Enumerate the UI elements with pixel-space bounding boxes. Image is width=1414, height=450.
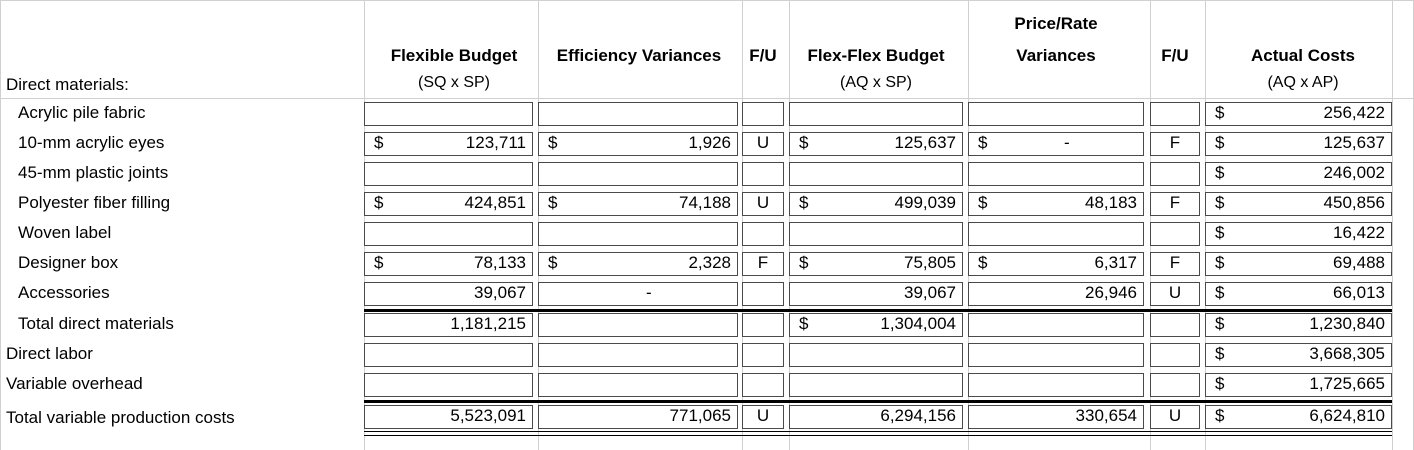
cell-ev [538, 222, 738, 246]
cell-ffb [789, 373, 963, 397]
cell-fb [364, 222, 533, 246]
dollar-sign: $ [978, 253, 988, 272]
cell-fu2 [1150, 162, 1200, 186]
dollar-sign: $ [1215, 283, 1225, 302]
cell-pv [968, 132, 1144, 156]
dollar-sign: $ [1215, 133, 1225, 152]
dollar-sign: $ [548, 193, 558, 212]
dollar-sign: $ [374, 253, 384, 272]
header-price-rate: Price/Rate [1014, 14, 1098, 33]
value-fb: 424,851 [464, 193, 526, 212]
value-ffb: 6,294,156 [880, 406, 956, 425]
row-label: Woven label [18, 223, 112, 242]
cell-ffb [789, 162, 963, 186]
header-efficiency-variances: Efficiency Variances [556, 46, 722, 65]
favorable-unfavorable-flag: U [1168, 406, 1182, 425]
cell-fu1 [742, 343, 784, 367]
cell-fu2 [1150, 222, 1200, 246]
row-label: Total direct materials [18, 314, 174, 333]
cell-ev [538, 373, 738, 397]
header-flexible-budget-formula: (SQ x SP) [417, 74, 490, 91]
value-ev: 2,328 [688, 253, 731, 272]
cell-fu1 [742, 282, 784, 306]
value-ac: 450,856 [1323, 193, 1385, 212]
favorable-unfavorable-flag: U [1168, 283, 1182, 302]
value-ac: 16,422 [1333, 223, 1385, 242]
header-variances: Variances [1016, 46, 1096, 65]
cell-ev [538, 162, 738, 186]
row-label: 10-mm acrylic eyes [18, 133, 165, 152]
value-ffb: 499,039 [894, 193, 956, 212]
dollar-sign: $ [799, 314, 809, 333]
cell-fu1 [742, 102, 784, 126]
row-label: Designer box [18, 253, 119, 272]
value-fb: 5,523,091 [450, 406, 526, 425]
favorable-unfavorable-flag: F [1169, 193, 1181, 212]
favorable-unfavorable-flag: U [756, 133, 770, 152]
cell-fu1 [742, 222, 784, 246]
value-ev: - [646, 283, 652, 302]
row-label: 45-mm plastic joints [18, 163, 169, 182]
dollar-sign: $ [374, 193, 384, 212]
dollar-sign: $ [1215, 374, 1225, 393]
cell-fb [364, 373, 533, 397]
favorable-unfavorable-flag: F [757, 253, 769, 272]
favorable-unfavorable-flag: F [1169, 133, 1181, 152]
value-ac: 1,230,840 [1309, 314, 1385, 333]
row-label: Variable overhead [6, 374, 143, 393]
cell-ev [538, 313, 738, 337]
dollar-sign: $ [799, 133, 809, 152]
value-ac: 3,668,305 [1309, 344, 1385, 363]
dollar-sign: $ [1215, 193, 1225, 212]
grid-row-line [0, 0, 1414, 1]
grand-total-double-underline [364, 431, 1392, 436]
header-flex-flex-budget-formula: (AQ x SP) [839, 74, 912, 91]
row-label: Acrylic pile fabric [18, 103, 146, 122]
value-pv: 6,317 [1094, 253, 1137, 272]
cell-fu1 [742, 162, 784, 186]
header-actual-costs-formula: (AQ x AP) [1267, 74, 1339, 91]
value-ac: 125,637 [1323, 133, 1385, 152]
value-fb: 78,133 [474, 253, 526, 272]
value-pv: 26,946 [1085, 283, 1137, 302]
cell-fb [364, 343, 533, 367]
dollar-sign: $ [548, 253, 558, 272]
total-top-rule [364, 309, 1392, 312]
cell-fb [364, 162, 533, 186]
value-ac: 246,002 [1323, 163, 1385, 182]
value-ev: 74,188 [679, 193, 731, 212]
value-ffb: 1,304,004 [880, 314, 956, 333]
value-pv: 48,183 [1085, 193, 1137, 212]
cell-ev [538, 343, 738, 367]
dollar-sign: $ [1215, 314, 1225, 333]
cell-ffb [789, 343, 963, 367]
value-pv: 330,654 [1075, 406, 1137, 425]
value-ffb: 75,805 [904, 253, 956, 272]
cell-pv [968, 373, 1144, 397]
dollar-sign: $ [1215, 103, 1225, 122]
value-ev: 1,926 [688, 133, 731, 152]
cell-pv [968, 162, 1144, 186]
cell-pv [968, 102, 1144, 126]
cell-fu2 [1150, 343, 1200, 367]
row-label: Direct labor [6, 344, 93, 363]
cell-ffb [789, 222, 963, 246]
value-ffb: 125,637 [894, 133, 956, 152]
cell-ffb [789, 102, 963, 126]
cell-fu2 [1150, 313, 1200, 337]
section-label-direct-materials: Direct materials: [6, 75, 129, 94]
favorable-unfavorable-flag: U [756, 406, 770, 425]
dollar-sign: $ [978, 193, 988, 212]
value-ev: 771,065 [669, 406, 731, 425]
dollar-sign: $ [1215, 253, 1225, 272]
value-ac: 69,488 [1333, 253, 1385, 272]
cell-fu1 [742, 313, 784, 337]
favorable-unfavorable-flag: U [756, 193, 770, 212]
cell-fu1 [742, 373, 784, 397]
dollar-sign: $ [799, 253, 809, 272]
cell-fu2 [1150, 373, 1200, 397]
value-ac: 6,624,810 [1309, 406, 1385, 425]
value-ffb: 39,067 [904, 283, 956, 302]
dollar-sign: $ [799, 193, 809, 212]
dollar-sign: $ [374, 133, 384, 152]
cell-fu2 [1150, 102, 1200, 126]
header-fu-efficiency: F/U [749, 46, 777, 65]
value-fb: 39,067 [474, 283, 526, 302]
cell-pv [968, 222, 1144, 246]
value-ac: 66,013 [1333, 283, 1385, 302]
dollar-sign: $ [1215, 344, 1225, 363]
cell-ev [538, 102, 738, 126]
value-pv: - [1064, 133, 1070, 152]
cell-pv [968, 313, 1144, 337]
value-fb: 123,711 [465, 133, 526, 152]
value-fb: 1,181,215 [450, 314, 526, 333]
grid-column-line [0, 0, 1, 450]
dollar-sign: $ [548, 133, 558, 152]
favorable-unfavorable-flag: F [1169, 253, 1181, 272]
cell-fb [364, 102, 533, 126]
dollar-sign: $ [978, 133, 988, 152]
grid-column-line [1392, 0, 1393, 450]
header-fu-price: F/U [1161, 46, 1189, 65]
header-actual-costs: Actual Costs [1251, 46, 1355, 65]
row-label: Accessories [18, 283, 110, 302]
value-ac: 1,725,665 [1309, 374, 1385, 393]
dollar-sign: $ [1215, 163, 1225, 182]
cell-pv [968, 343, 1144, 367]
cell-ev [538, 282, 738, 306]
grid-row-line [0, 98, 1414, 99]
row-label: Polyester fiber filling [18, 193, 171, 212]
total-top-rule [364, 400, 1392, 403]
header-flexible-budget: Flexible Budget [390, 46, 518, 65]
row-label: Total variable production costs [6, 408, 235, 427]
header-flex-flex-budget: Flex-Flex Budget [807, 46, 945, 65]
value-ac: 256,422 [1323, 103, 1385, 122]
dollar-sign: $ [1215, 223, 1225, 242]
dollar-sign: $ [1215, 406, 1225, 425]
